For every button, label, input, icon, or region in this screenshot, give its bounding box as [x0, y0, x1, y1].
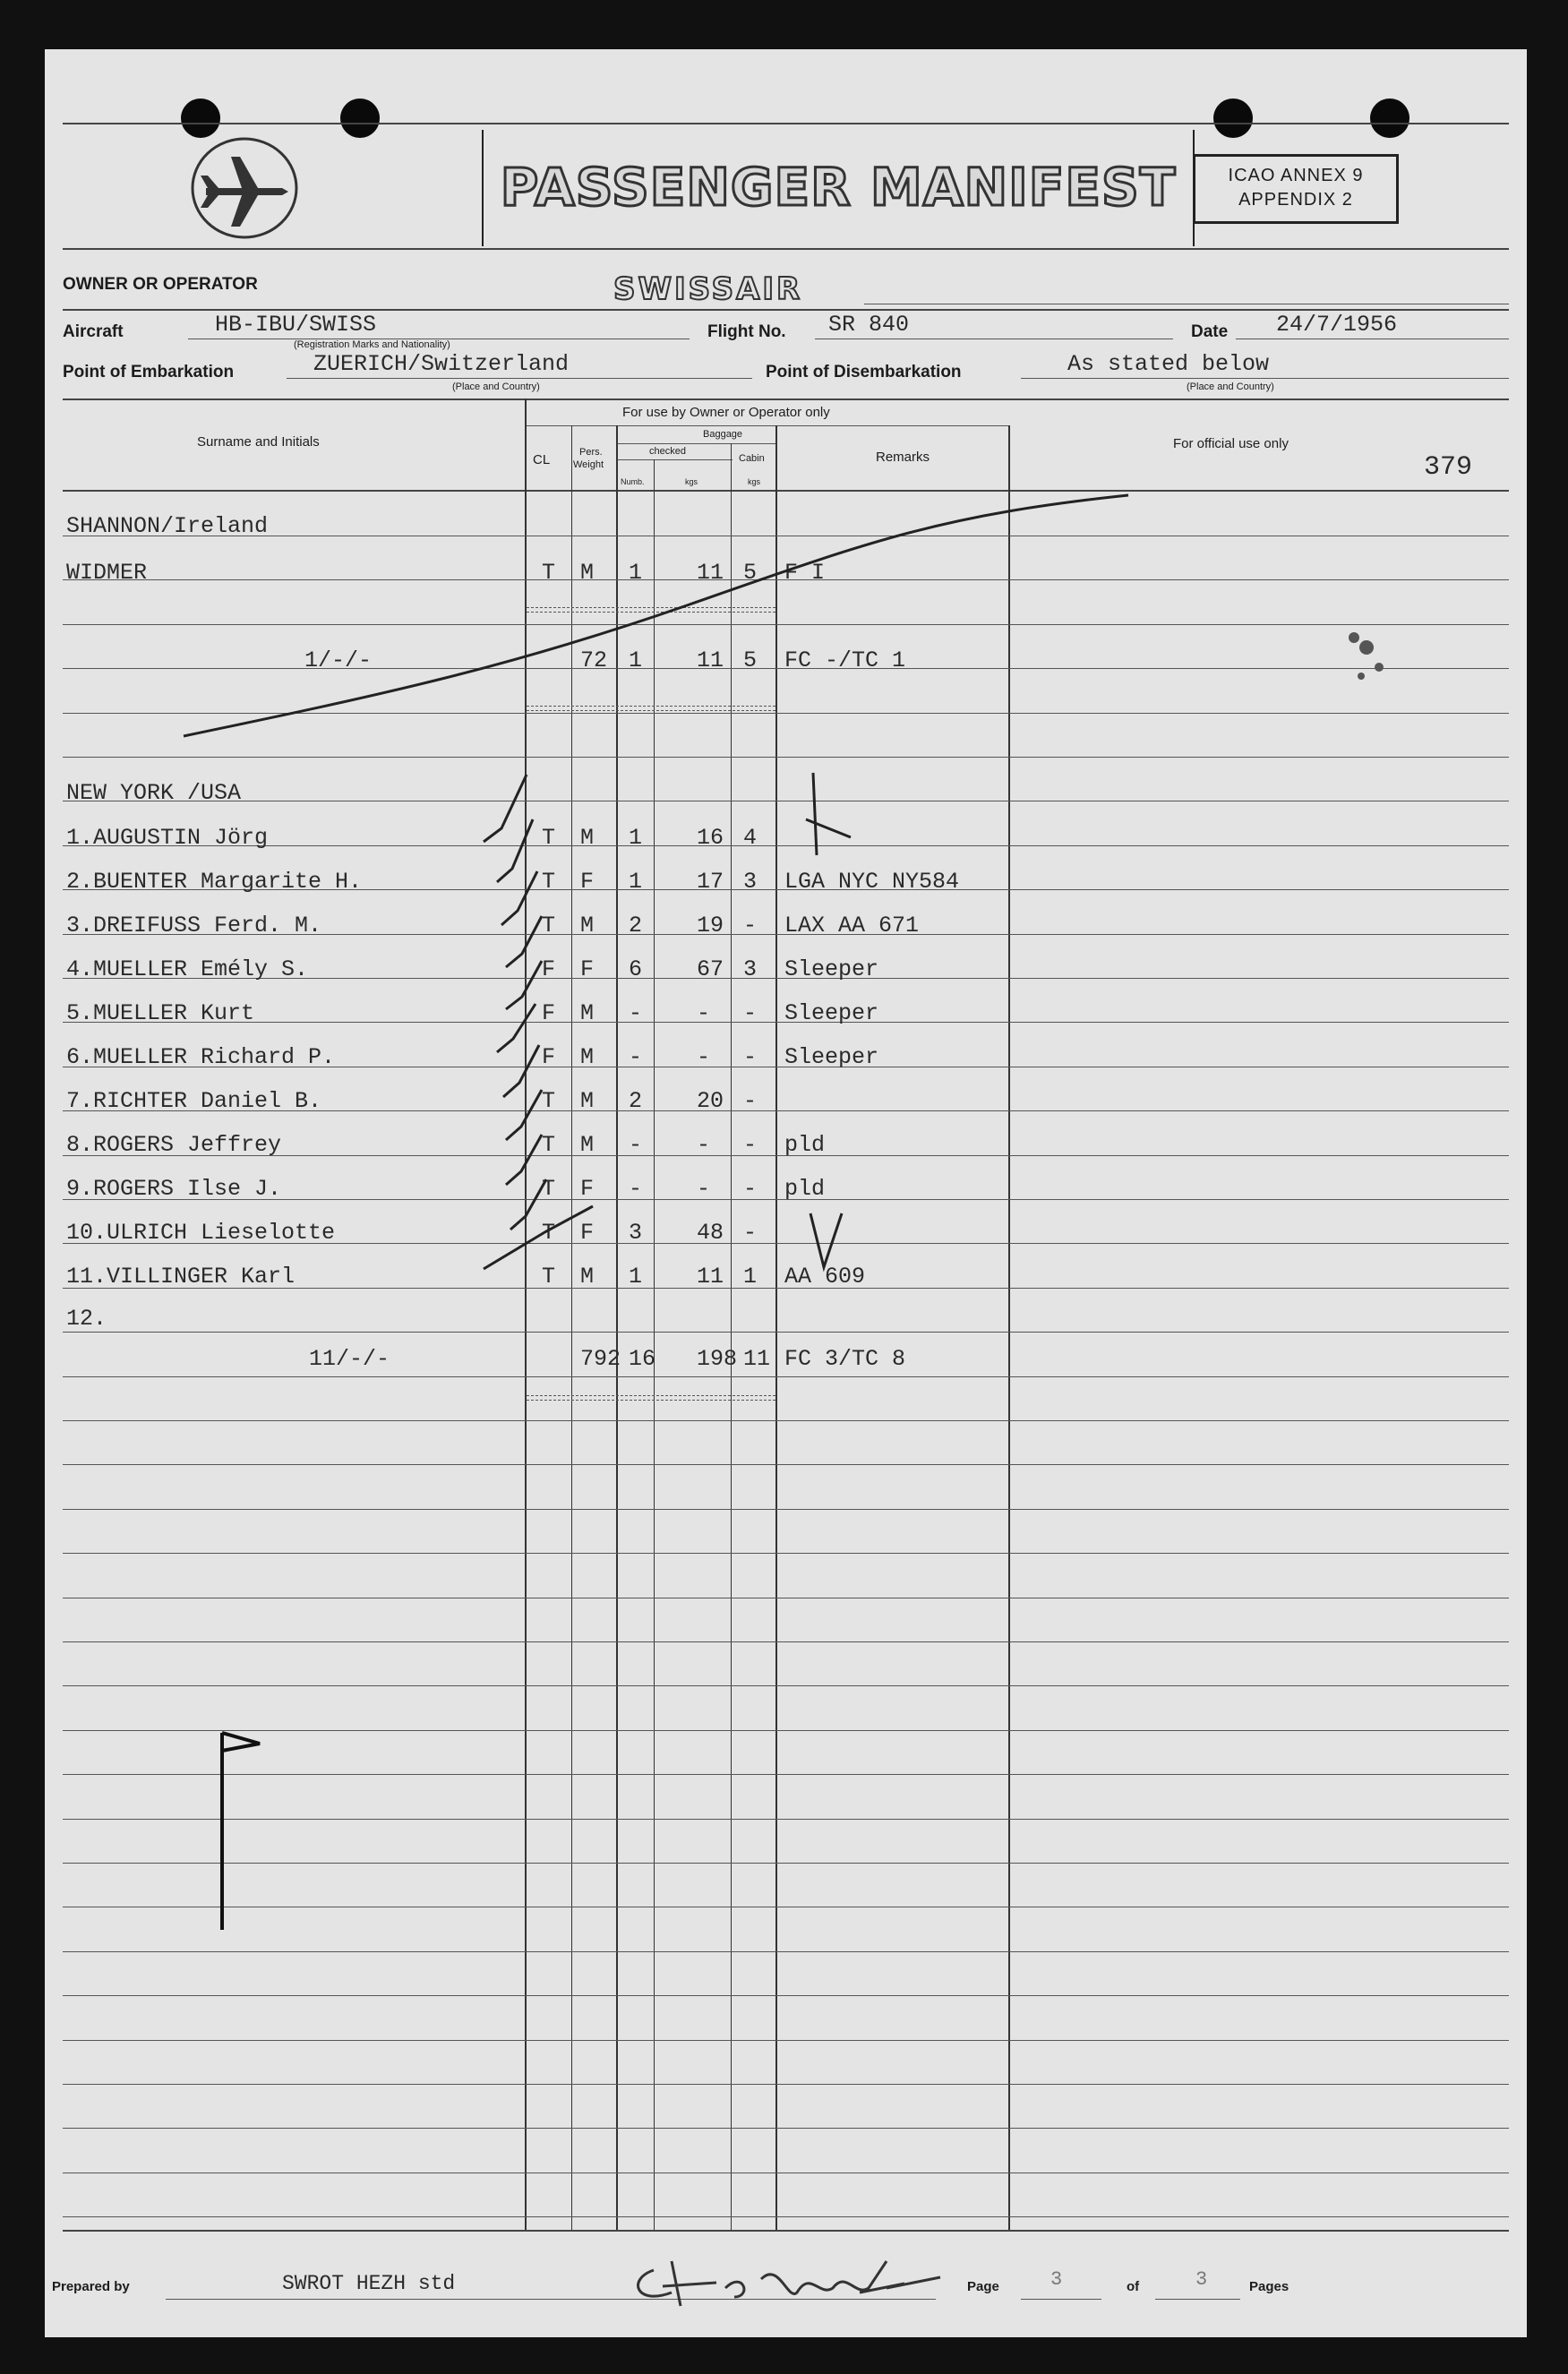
cell-class: T — [542, 560, 556, 586]
col-checked: checked — [649, 446, 686, 457]
cell-bag-count: - — [629, 1044, 643, 1070]
owner-value: SWISSAIR — [613, 271, 803, 307]
cell-weight: M — [580, 1088, 595, 1114]
owner-label: OWNER OR OPERATOR — [63, 275, 258, 294]
flag-mark — [222, 1733, 260, 1930]
cell-cabin-kgs: - — [743, 1044, 758, 1070]
cell-remarks: FC 3/TC 8 — [784, 1346, 906, 1372]
page-title: PASSENGER MANIFEST — [500, 157, 1177, 218]
cell-weight: 72 — [580, 647, 608, 673]
cell-remarks: pld — [784, 1132, 826, 1158]
aircraft-note: (Registration Marks and Nationality) — [294, 339, 450, 350]
cell-name: 11.VILLINGER Karl — [66, 1264, 296, 1290]
cell-class: T — [542, 1088, 556, 1114]
cell-bag-kgs: - — [697, 1176, 711, 1202]
disembark-label: Point of Disembarkation — [766, 363, 962, 381]
aircraft-value: HB-IBU/SWISS — [215, 312, 377, 338]
cell-bag-kgs: 16 — [697, 825, 724, 851]
cell-weight: M — [580, 1132, 595, 1158]
col-weight-1: Pers. — [579, 447, 603, 458]
col-official: For official use only — [1173, 436, 1289, 451]
cell-name: 11/-/- — [309, 1346, 390, 1372]
cell-bag-count: 1 — [629, 1264, 643, 1290]
of-label: of — [1127, 2279, 1140, 2294]
initials-marks — [806, 773, 851, 1267]
col-numb: Numb. — [621, 477, 645, 486]
handwritten-marks — [45, 49, 1527, 2337]
cell-bag-kgs: - — [697, 1132, 711, 1158]
cell-weight: M — [580, 913, 595, 938]
cell-name: WIDMER — [66, 560, 148, 586]
of-underline — [1155, 2299, 1240, 2300]
date-value: 24/7/1956 — [1276, 312, 1398, 338]
prepared-label: Prepared by — [52, 2279, 130, 2294]
cell-name: 6.MUELLER Richard P. — [66, 1044, 336, 1070]
cell-bag-count: 6 — [629, 956, 643, 982]
footer-rule — [63, 2230, 1509, 2232]
of-value: 3 — [1195, 2268, 1208, 2291]
col-kgs: kgs — [685, 477, 698, 486]
cell-remarks: LAX AA 671 — [784, 913, 920, 938]
cell-weight: 792 — [580, 1346, 621, 1372]
embark-note: (Place and Country) — [452, 381, 540, 392]
cell-cabin-kgs: - — [743, 913, 758, 938]
cell-bag-kgs: 11 — [697, 560, 724, 586]
cell-weight: M — [580, 825, 595, 851]
cell-cabin-kgs: 3 — [743, 869, 758, 895]
col-kgs-cabin: kgs — [748, 477, 761, 486]
cell-bag-kgs: 17 — [697, 869, 724, 895]
embark-label: Point of Embarkation — [63, 363, 235, 381]
cell-name: 7.RICHTER Daniel B. — [66, 1088, 322, 1114]
col-surname: Surname and Initials — [197, 434, 320, 450]
cell-class: T — [542, 825, 556, 851]
check-marks — [484, 775, 593, 1269]
cell-bag-count: 1 — [629, 647, 643, 673]
cell-bag-count: - — [629, 1000, 643, 1026]
cell-cabin-kgs: 5 — [743, 560, 758, 586]
page-number-stamp: 379 — [1424, 452, 1473, 483]
page-underline — [1021, 2299, 1101, 2300]
cell-weight: F — [580, 956, 595, 982]
cell-class: T — [542, 1176, 556, 1202]
date-label: Date — [1191, 322, 1229, 341]
cell-name: 10.ULRICH Lieselotte — [66, 1220, 336, 1246]
cell-name: 12. — [66, 1306, 107, 1332]
flight-label: Flight No. — [707, 322, 786, 341]
disembark-value: As stated below — [1067, 351, 1270, 377]
cell-remarks: F I — [784, 560, 826, 586]
cell-bag-count: 2 — [629, 1088, 643, 1114]
col-weight-2: Weight — [573, 459, 604, 470]
cell-name: 1.AUGUSTIN Jörg — [66, 825, 269, 851]
cell-cabin-kgs: - — [743, 1176, 758, 1202]
cell-bag-count: 1 — [629, 869, 643, 895]
cell-name: 4.MUELLER Emély S. — [66, 956, 309, 982]
cell-cabin-kgs: 5 — [743, 647, 758, 673]
cell-cabin-kgs: 11 — [743, 1346, 771, 1372]
cell-cabin-kgs: - — [743, 1220, 758, 1246]
page-value: 3 — [1050, 2268, 1063, 2291]
cell-cabin-kgs: 3 — [743, 956, 758, 982]
cancellation-stroke — [184, 495, 1128, 736]
cell-bag-count: - — [629, 1176, 643, 1202]
cell-bag-kgs: 198 — [697, 1346, 738, 1372]
embark-value: ZUERICH/Switzerland — [313, 351, 570, 377]
cell-bag-kgs: - — [697, 1000, 711, 1026]
cell-class: T — [542, 1132, 556, 1158]
ink-smudge — [1349, 632, 1384, 680]
cell-bag-count: 3 — [629, 1220, 643, 1246]
cell-class: F — [542, 1044, 556, 1070]
cell-name: SHANNON/Ireland — [66, 513, 269, 539]
cell-weight: F — [580, 1176, 595, 1202]
flight-value: SR 840 — [828, 312, 910, 338]
cell-class: F — [542, 1000, 556, 1026]
col-cl: CL — [533, 452, 551, 467]
cell-name: 8.ROGERS Jeffrey — [66, 1132, 282, 1158]
cell-weight: F — [580, 869, 595, 895]
cell-name: 1/-/- — [304, 647, 373, 673]
cell-cabin-kgs: - — [743, 1088, 758, 1114]
col-operator-only: For use by Owner or Operator only — [622, 405, 830, 420]
cell-bag-kgs: 11 — [697, 647, 724, 673]
cell-name: 5.MUELLER Kurt — [66, 1000, 255, 1026]
cell-cabin-kgs: 4 — [743, 825, 758, 851]
cell-bag-kgs: 19 — [697, 913, 724, 938]
cell-class: T — [542, 913, 556, 938]
cell-bag-kgs: 67 — [697, 956, 724, 982]
pages-label: Pages — [1249, 2279, 1290, 2294]
cell-bag-count: 1 — [629, 560, 643, 586]
prepared-value: SWROT HEZH std — [282, 2272, 456, 2295]
cell-remarks: pld — [784, 1176, 826, 1202]
cell-cabin-kgs: 1 — [743, 1264, 758, 1290]
cell-bag-kgs: 48 — [697, 1220, 724, 1246]
cell-class: T — [542, 1220, 556, 1246]
cell-bag-count: 2 — [629, 913, 643, 938]
cell-name: 9.ROGERS Ilse J. — [66, 1176, 282, 1202]
cell-bag-kgs: 11 — [697, 1264, 724, 1290]
disembark-note: (Place and Country) — [1187, 381, 1274, 392]
cell-weight: M — [580, 1000, 595, 1026]
cell-class: T — [542, 869, 556, 895]
col-baggage: Baggage — [703, 429, 743, 440]
cell-weight: F — [580, 1220, 595, 1246]
cell-weight: M — [580, 560, 595, 586]
cell-bag-count: 16 — [629, 1346, 656, 1372]
cell-weight: M — [580, 1264, 595, 1290]
col-remarks: Remarks — [876, 450, 930, 465]
cell-bag-kgs: 20 — [697, 1088, 724, 1114]
icao-line-2: APPENDIX 2 — [1238, 190, 1353, 210]
cell-cabin-kgs: - — [743, 1000, 758, 1026]
cell-bag-kgs: - — [697, 1044, 711, 1070]
cell-remarks: Sleeper — [784, 1000, 879, 1026]
cell-weight: M — [580, 1044, 595, 1070]
cell-cabin-kgs: - — [743, 1132, 758, 1158]
cell-class: T — [542, 1264, 556, 1290]
aircraft-label: Aircraft — [63, 322, 124, 341]
cell-remarks: AA 609 — [784, 1264, 866, 1290]
icao-line-1: ICAO ANNEX 9 — [1228, 166, 1364, 185]
cell-remarks: FC -/TC 1 — [784, 647, 906, 673]
cell-class: F — [542, 956, 556, 982]
cell-remarks: Sleeper — [784, 956, 879, 982]
cell-name: 2.BUENTER Margarite H. — [66, 869, 363, 895]
cell-name: 3.DREIFUSS Ferd. M. — [66, 913, 322, 938]
manifest-sheet — [45, 49, 1527, 2337]
cell-remarks: Sleeper — [784, 1044, 879, 1070]
cell-remarks: LGA NYC NY584 — [784, 869, 960, 895]
col-cabin: Cabin — [739, 453, 765, 464]
cell-bag-count: - — [629, 1132, 643, 1158]
cell-bag-count: 1 — [629, 825, 643, 851]
signature — [618, 2243, 976, 2315]
page-label: Page — [967, 2279, 999, 2294]
cell-name: NEW YORK /USA — [66, 780, 242, 806]
